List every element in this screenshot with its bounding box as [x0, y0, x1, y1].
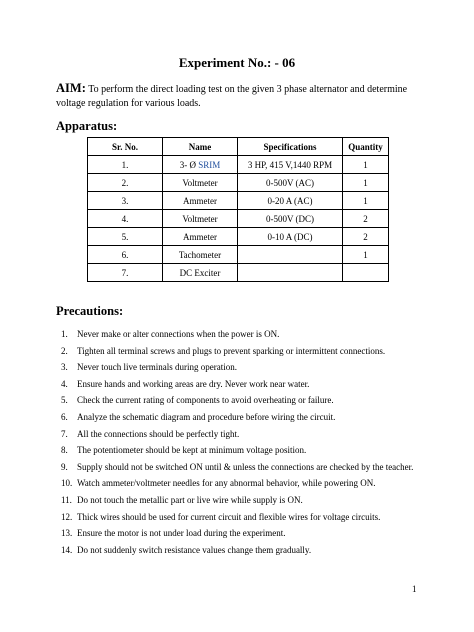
- qty-cell: 1: [343, 174, 389, 192]
- table-row: [88, 174, 389, 192]
- qty-cell: 1: [343, 246, 389, 264]
- sr-cell: 2.: [88, 174, 163, 192]
- item-text: Never touch live terminals during operation.: [77, 362, 237, 373]
- item-text: Analyze the schematic diagram and procedure before wiring the circuit.: [77, 411, 336, 422]
- qty-cell: [343, 264, 389, 282]
- sr-cell: 5.: [88, 228, 163, 246]
- item-text: Thick wires should be used for current circuit and flexible wires for voltage circuits.: [77, 511, 381, 522]
- name-cell: Ammeter: [163, 228, 238, 246]
- table-row: [88, 264, 389, 282]
- spec-cell: 0-500V (DC): [238, 210, 343, 228]
- item-text: The potentiometer should be kept at minimum voltage position.: [77, 445, 307, 456]
- table-row: [88, 156, 389, 174]
- list-item: [61, 359, 421, 376]
- list-item: [61, 542, 421, 559]
- qty-cell: 2: [343, 210, 389, 228]
- spec-cell: 0-20 A (AC): [238, 192, 343, 210]
- item-text: Never make or alter connections when the power is ON.: [77, 329, 280, 339]
- name-cell: Voltmeter: [163, 174, 238, 192]
- column-header: Sr. No.: [88, 138, 163, 156]
- list-item: [61, 525, 421, 542]
- item-text: Ensure the motor is not under load during the experiment.: [77, 528, 286, 539]
- name-cell: Tachometer: [163, 246, 238, 264]
- item-number: 3.: [61, 362, 68, 373]
- list-item: [61, 442, 421, 459]
- item-text: All the connections should be perfectly tight.: [77, 428, 240, 439]
- spec-cell: [238, 264, 343, 282]
- item-number: 10.: [61, 478, 73, 489]
- item-number: 1.: [61, 329, 68, 339]
- srim-link[interactable]: SRIM: [198, 159, 221, 170]
- name-cell: [163, 156, 238, 174]
- item-text: Watch ammeter/voltmeter needles for any abnormal behavior, while powering ON.: [77, 478, 376, 489]
- item-number: 4.: [61, 378, 68, 389]
- qty-cell: 1: [343, 192, 389, 210]
- item-text: Do not touch the metallic part or live wire while supply is ON.: [77, 494, 303, 505]
- list-item: [61, 475, 421, 492]
- item-text: Ensure hands and working areas are dry. Never work near water.: [77, 378, 310, 389]
- page-number: 1: [412, 584, 417, 594]
- item-number: 11.: [61, 494, 72, 505]
- sr-cell: 3.: [88, 192, 163, 210]
- list-item: [61, 343, 421, 360]
- list-item: [61, 409, 421, 426]
- item-text: Supply should not be switched ON until & unless the connections are checked by the teacher.: [77, 461, 414, 472]
- name-cell: DC Exciter: [163, 264, 238, 282]
- sr-cell: 1.: [88, 156, 163, 174]
- apparatus-heading: Apparatus:: [56, 119, 118, 133]
- table-row: [88, 228, 389, 246]
- item-text: Do not suddenly switch resistance values change them gradually.: [77, 544, 312, 555]
- table-row: [88, 192, 389, 210]
- qty-cell: 1: [343, 156, 389, 174]
- name-prefix: 3- Ø: [179, 159, 199, 170]
- list-item: [61, 326, 421, 343]
- qty-cell: 2: [343, 228, 389, 246]
- item-number: 12.: [61, 511, 73, 522]
- list-item: [61, 509, 421, 526]
- item-number: 13.: [61, 528, 73, 539]
- list-item: [61, 459, 421, 476]
- list-item: [61, 492, 421, 509]
- spec-cell: 0-10 A (DC): [238, 228, 343, 246]
- item-text: Check the current rating of components to avoid overheating or failure.: [77, 395, 334, 406]
- precautions-heading: Precautions:: [56, 304, 124, 318]
- name-cell: Ammeter: [163, 192, 238, 210]
- spec-cell: [238, 246, 343, 264]
- precautions-list: [61, 326, 421, 558]
- item-number: 6.: [61, 411, 68, 422]
- item-number: 7.: [61, 428, 68, 439]
- list-item: [61, 392, 421, 409]
- item-number: 9.: [61, 461, 68, 472]
- item-number: 2.: [61, 345, 68, 356]
- column-header: Quantity: [343, 138, 389, 156]
- list-item: [61, 426, 421, 443]
- table-row: [88, 246, 389, 264]
- spec-cell: 0-500V (AC): [238, 174, 343, 192]
- aim-text: To perform the direct loading test on the given 3 phase alternator and determine voltage regulation for various loads.: [56, 84, 408, 109]
- column-header: Specifications: [238, 138, 343, 156]
- item-number: 8.: [61, 445, 68, 456]
- list-item: [61, 376, 421, 393]
- item-number: 14.: [61, 544, 73, 555]
- apparatus-table: [87, 137, 389, 282]
- experiment-title: Experiment No.: - 06: [178, 55, 296, 70]
- sr-cell: 7.: [88, 264, 163, 282]
- column-header: Name: [163, 138, 238, 156]
- item-number: 5.: [61, 395, 68, 406]
- aim-paragraph: [56, 81, 426, 111]
- sr-cell: 4.: [88, 210, 163, 228]
- spec-cell: 3 HP, 415 V,1440 RPM: [238, 156, 343, 174]
- sr-cell: 6.: [88, 246, 163, 264]
- table-header-row: [88, 138, 389, 156]
- item-text: Tighten all terminal screws and plugs to prevent sparking or intermittent connections.: [77, 345, 386, 356]
- name-cell: Voltmeter: [163, 210, 238, 228]
- table-row: [88, 210, 389, 228]
- aim-label: AIM:: [56, 81, 86, 95]
